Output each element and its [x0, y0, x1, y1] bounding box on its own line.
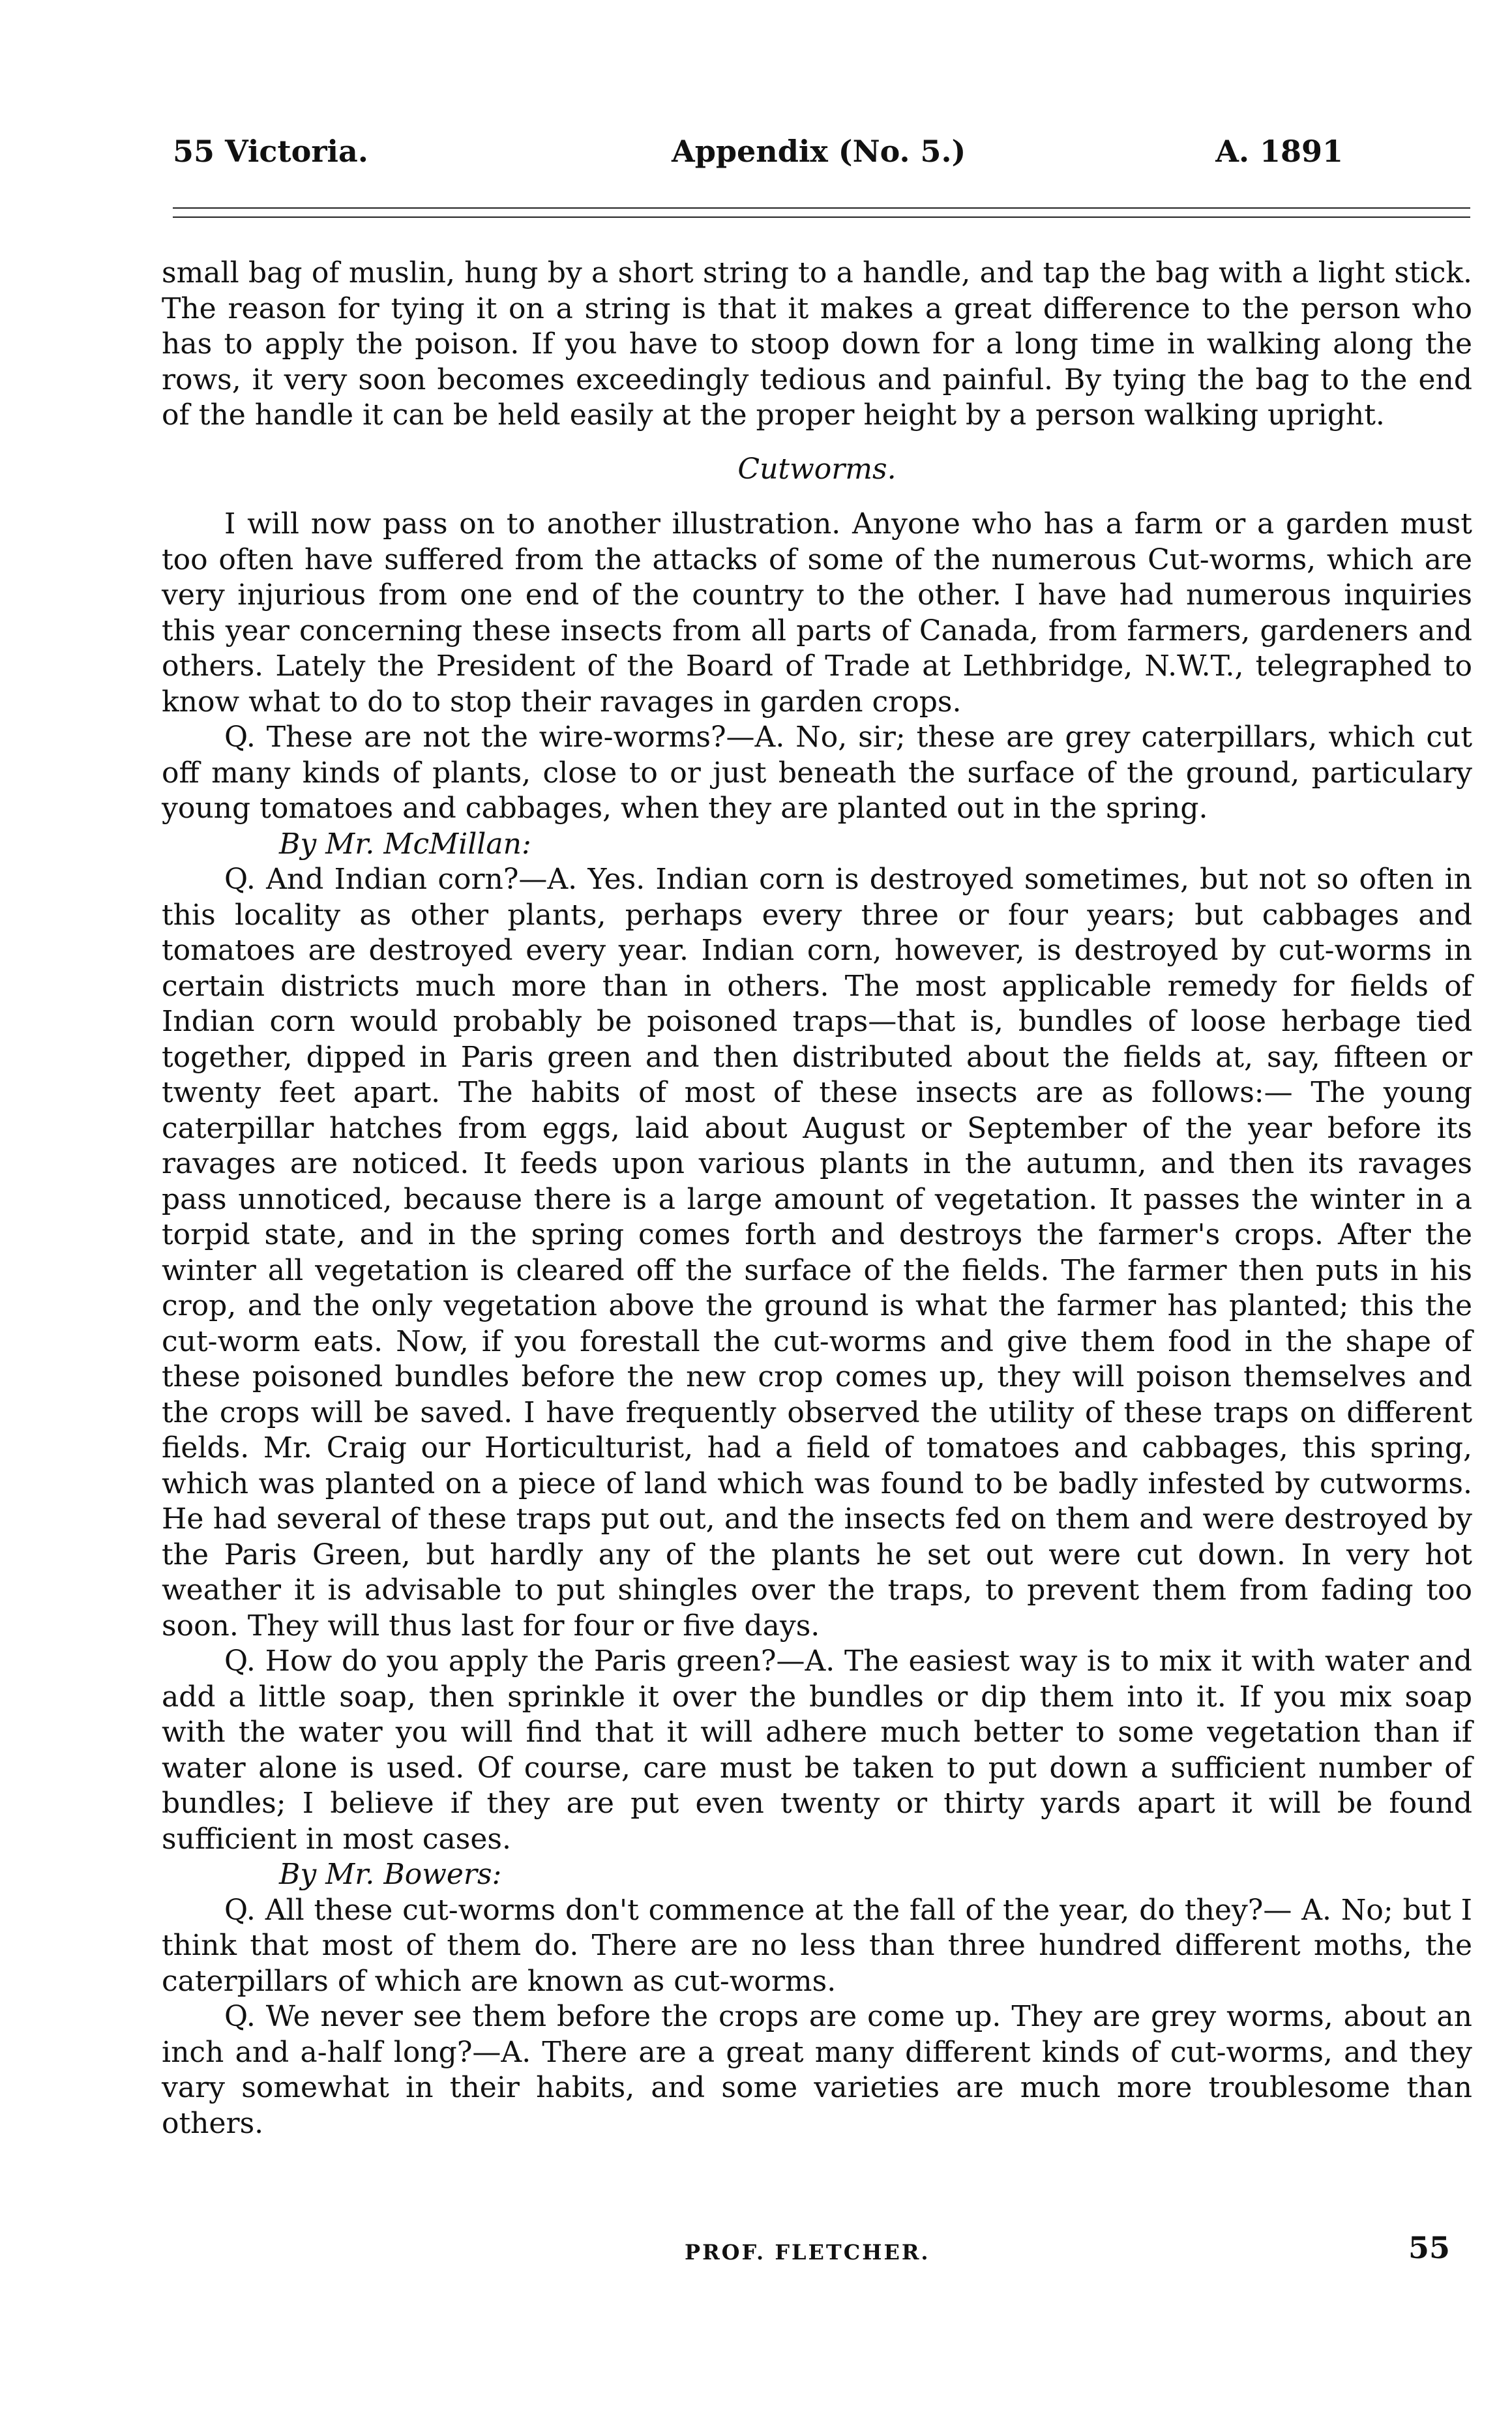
header-year: A. 1891 — [1215, 134, 1343, 169]
body-text — [162, 256, 1472, 2141]
paragraph-qa: Q. All these cut-worms don't commence at the fall of the year, do they?— A. No; but I think that most of them do. There are no less than three hundred different moths, the caterpillars of which are known as cut-worms. — [162, 1893, 1472, 1998]
footer-witness-name: PROF. FLETCHER. — [685, 2240, 930, 2265]
page-number: 55 — [1408, 2230, 1450, 2265]
paragraph-qa: Q. These are not the wire-worms?—A. No, sir; these are grey caterpillars, which cut off many kinds of plants, close to or just beneath the surface of the ground, particulary young tomatoes and cabbages, when they are planted out in the spring. — [162, 721, 1472, 825]
speaker-line: By Mr. Bowers: — [279, 1858, 502, 1891]
paragraph-qa: Q. How do you apply the Paris green?—A. The easiest way is to mix it with water and add a little soap, then sprinkle it over the bundles or dip them into it. If you mix soap with the water you will find that it will adhere much better to some vegetation than if water alone is used. Of course, care must be taken to put down a sufficient number of bundles; I believe if they are put even twenty or thirty yards apart it will be found sufficient in most cases. — [162, 1645, 1472, 1856]
speaker-line: By Mr. McMillan: — [279, 827, 531, 861]
header-rule-top — [173, 207, 1470, 209]
paragraph-intro: I will now pass on to another illustration. Anyone who has a farm or a garden must too often have suffered from the attacks of some of the numerous Cut-worms, which are very injurious from one end of the country to the other. I have had numerous inquiries this year concerning these insects from all parts of Canada, from farmers, gardeners and others. Lately the President of the Board of Trade at Lethbridge, N.W.T., telegraphed to know what to do to stop their ravages in garden crops. — [162, 507, 1472, 719]
header-rule-bottom — [173, 216, 1470, 218]
header-appendix: Appendix (No. 5.) — [672, 134, 966, 169]
header-session: 55 Victoria. — [173, 134, 368, 169]
running-header — [173, 134, 1343, 179]
paragraph-qa: Q. And Indian corn?—A. Yes. Indian corn is destroyed sometimes, but not so often in this locality as other plants, perhaps every three or four years; but cabbages and tomatoes are destroyed every year. Indian corn, however, is destroyed by cut-worms in certain districts much more than in others. The most applicable remedy for fields of Indian corn would probably be poisoned traps—that is, bundles of loose herbage tied together, dipped in Paris green and then distributed about the fields at, say, fifteen or twenty feet apart. The habits of most of these insects are as follows:— The young caterpillar hatches from eggs, laid about August or September of the year before its ravages are noticed. It feeds upon various plants in the autumn, and then its ravages pass unnoticed, because there is a large amount of vegetation. It passes the winter in a torpid state, and in the spring comes forth and destroys the farmer's crops. After the winter all vegetation is cleared off the surface of the fields. The farmer then puts in his crop, and the only vegetation above the ground is what the farmer has planted; this the cut-worm eats. Now, if you forestall the cut-worms and give them food in the shape of these poisoned bundles before the new crop comes up, they will poison themselves and the crops will be saved. I have frequently observed the utility of these traps on different fields. Mr. Craig our Horticulturist, had a field of tomatoes and cabbages, this spring, which was planted on a piece of land which was found to be badly infested by cutworms. He had several of these traps put out, and the insects fed on them and were destroyed by the Paris Green, but hardly any of the plants he set out were cut down. In very hot weather it is advisable to put shingles over the traps, to prevent them from fading too soon. They will thus last for four or five days. — [162, 863, 1472, 1643]
paragraph-qa: Q. We never see them before the crops are come up. They are grey worms, about an inch and a-half long?—A. There are a great many different kinds of cut-worms, and they vary somewhat in their habits, and some varieties are much more troublesome than others. — [162, 2000, 1472, 2140]
section-heading: Cutworms. — [737, 452, 897, 486]
paragraph-continuation: small bag of muslin, hung by a short string to a handle, and tap the bag with a light stick. The reason for tying it on a string is that it makes a great difference to the person who has to apply the poison. If you have to stoop down for a long time in walking along the rows, it very soon becomes exceedingly tedious and painful. By tying the bag to the end of the handle it can be held easily at the proper height by a person walking upright. — [162, 256, 1472, 432]
